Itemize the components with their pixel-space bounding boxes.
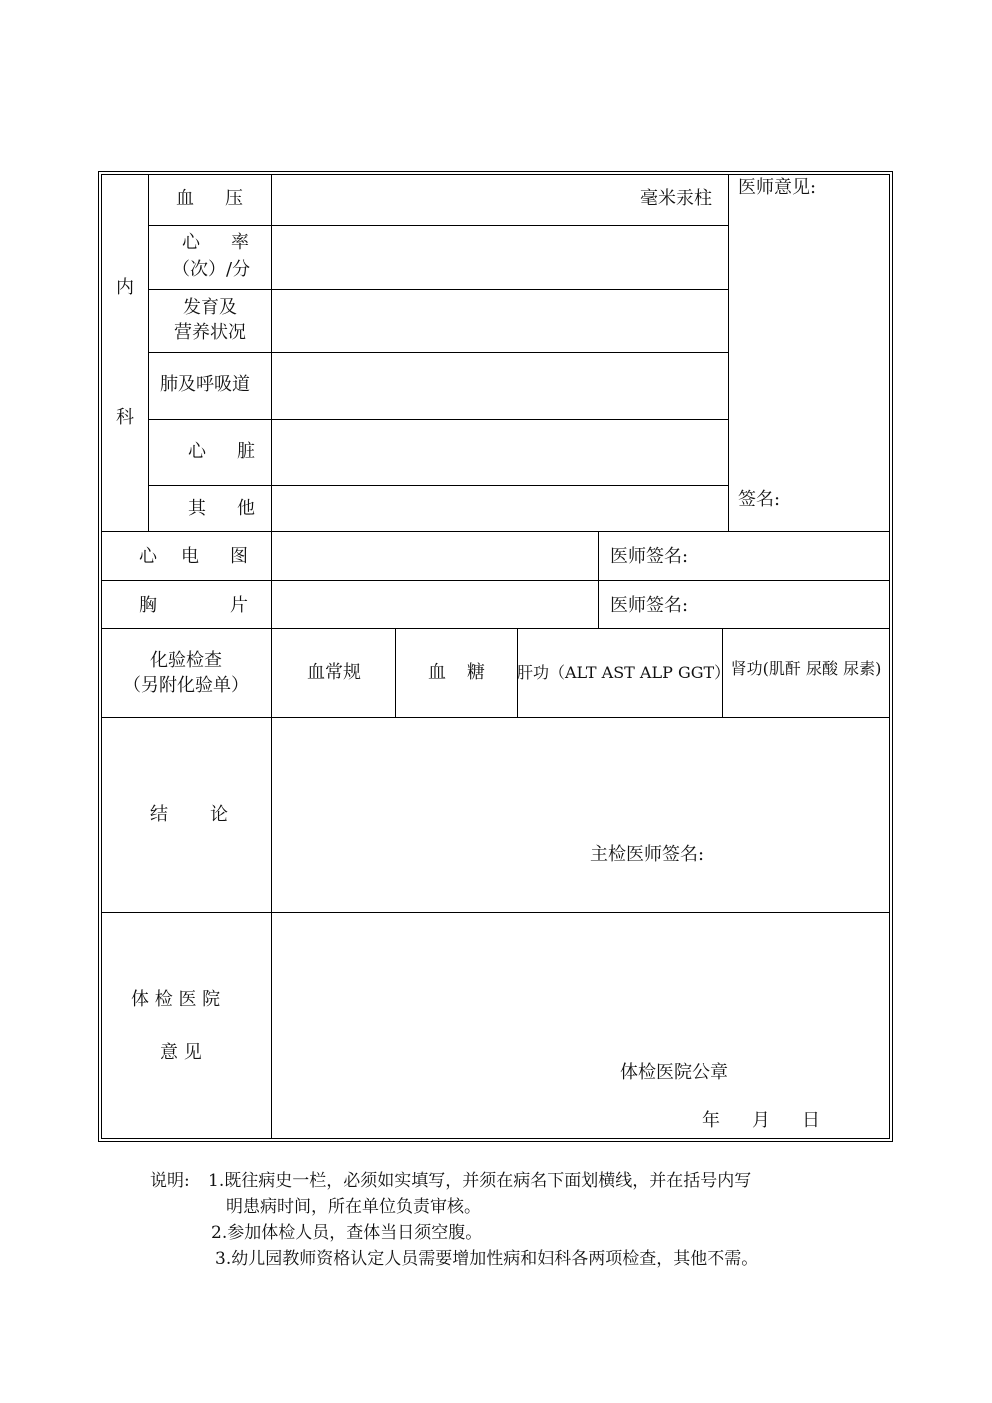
rule-bottom bbox=[101, 1138, 890, 1139]
conclusion-label-1: 结 bbox=[150, 804, 168, 825]
ecg-label-1: 心 bbox=[139, 546, 157, 567]
chest-label-1: 胸 bbox=[139, 595, 157, 616]
bp-unit: 毫米汞柱 bbox=[640, 188, 712, 209]
heart-label-2: 脏 bbox=[237, 441, 255, 462]
development-label-2: 营养状况 bbox=[174, 322, 246, 343]
note-1-line-2: 明患病时间，所在单位负责审核。 bbox=[226, 1197, 481, 1217]
ecg-label-2: 电 bbox=[181, 546, 199, 567]
rule-lungs bbox=[148, 419, 728, 420]
lab-label-2: （另附化验单） bbox=[123, 675, 249, 696]
hospital-label-2: 意 见 bbox=[160, 1042, 202, 1063]
lab-blood-routine: 血常规 bbox=[307, 662, 361, 683]
lungs-field[interactable] bbox=[276, 355, 724, 416]
rule-conclusion bbox=[101, 912, 890, 913]
heart-rate-unit: （次）/分 bbox=[172, 259, 251, 280]
conclusion-field[interactable] bbox=[276, 721, 886, 836]
rule-heart bbox=[148, 485, 728, 486]
chest-label-2: 片 bbox=[230, 595, 248, 616]
heart-rate-label-2: 率 bbox=[231, 232, 249, 253]
rule-opinion bbox=[728, 174, 729, 531]
chest-doctor-sign: 医师签名: bbox=[610, 595, 689, 616]
note-2: 2.参加体检人员，查体当日须空腹。 bbox=[211, 1223, 483, 1243]
lungs-label: 肺及呼吸道 bbox=[160, 374, 250, 395]
development-label-1: 发育及 bbox=[183, 297, 237, 318]
date-year: 年 bbox=[702, 1110, 720, 1131]
rule-ecg bbox=[101, 580, 890, 581]
development-field[interactable] bbox=[276, 292, 724, 349]
other-label-2: 他 bbox=[237, 498, 255, 519]
notes-prefix: 说明: bbox=[150, 1171, 190, 1191]
heart-rate-field[interactable] bbox=[276, 228, 724, 286]
bp-label-2: 压 bbox=[225, 188, 243, 209]
date-month: 月 bbox=[752, 1110, 770, 1131]
heart-field[interactable] bbox=[276, 422, 724, 482]
rule-section bbox=[148, 174, 149, 531]
chief-doctor-sign: 主检医师签名: bbox=[590, 844, 705, 865]
section-label-medicine: 科 bbox=[116, 407, 134, 428]
rule-development bbox=[148, 352, 728, 353]
rule-lab bbox=[101, 717, 890, 718]
lab-liver-function: 肝功（ALT AST ALP GGT） bbox=[517, 663, 731, 682]
chest-field[interactable] bbox=[276, 583, 594, 625]
rule-labels bbox=[271, 174, 272, 1139]
rule-top bbox=[101, 174, 890, 175]
doctor-opinion-label: 医师意见: bbox=[738, 177, 817, 198]
heart-rate-label-1: 心 bbox=[182, 232, 200, 253]
date-day: 日 bbox=[802, 1110, 820, 1131]
other-label-1: 其 bbox=[188, 498, 206, 519]
rule-signature bbox=[598, 531, 599, 628]
section-label-internal: 内 bbox=[116, 277, 134, 298]
doctor-signature-label: 签名: bbox=[738, 489, 781, 510]
ecg-label-3: 图 bbox=[230, 546, 248, 567]
note-1-line-1: 1.既往病史一栏，必须如实填写，并须在病名下面划横线，并在括号内写 bbox=[208, 1171, 752, 1191]
heart-label-1: 心 bbox=[188, 441, 206, 462]
rule-lab-1 bbox=[395, 628, 396, 717]
note-3: 3.幼儿园教师资格认定人员需要增加性病和妇科各两项检查，其他不需。 bbox=[215, 1249, 759, 1269]
ecg-field[interactable] bbox=[276, 534, 594, 577]
rule-chest bbox=[101, 628, 890, 629]
lab-label-1: 化验检查 bbox=[150, 650, 222, 671]
rule-internal-end bbox=[101, 531, 890, 532]
conclusion-label-2: 论 bbox=[210, 804, 228, 825]
lab-kidney-function: 肾功(肌酐 尿酸 尿素) bbox=[730, 659, 882, 678]
ecg-doctor-sign: 医师签名: bbox=[610, 546, 689, 567]
rule-bp bbox=[148, 225, 728, 226]
blood-pressure-field[interactable] bbox=[276, 178, 636, 222]
bp-label-1: 血 bbox=[176, 188, 194, 209]
hospital-opinion-field[interactable] bbox=[276, 916, 886, 1056]
other-field[interactable] bbox=[276, 488, 724, 528]
rule-heart-rate bbox=[148, 289, 728, 290]
rule-right bbox=[889, 174, 890, 1139]
hospital-seal: 体检医院公章 bbox=[620, 1062, 728, 1083]
lab-blood-sugar-1: 血 bbox=[428, 662, 446, 683]
hospital-label-1: 体 检 医 院 bbox=[131, 989, 221, 1010]
lab-blood-sugar-2: 糖 bbox=[467, 662, 485, 683]
